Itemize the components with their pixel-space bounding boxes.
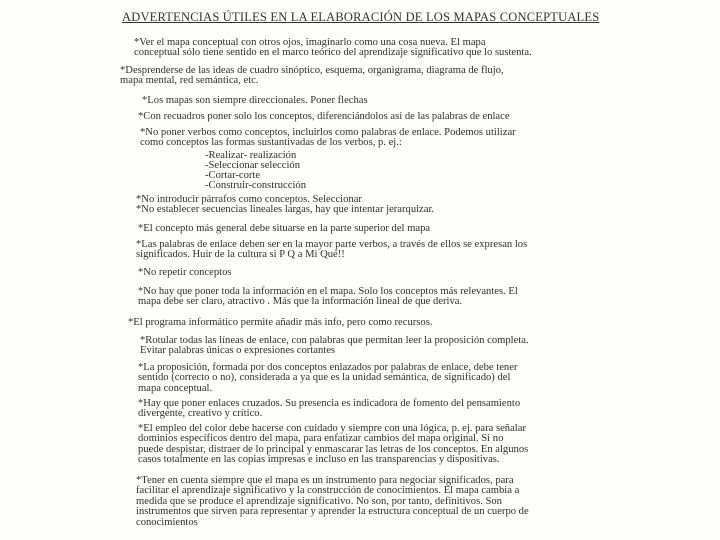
advice-item-2: *Desprenderse de las ideas de cuadro sinóptico, esquema, organigrama, diagrama de flujo, mapa mental, red semántica, etc. <box>120 65 504 87</box>
advice-item-14: *Hay que poner enlaces cruzados. Su presencia es indicadora de fomento del pensamiento divergente, creativo y crítico. <box>138 398 521 420</box>
advice-item-10: *No hay que poner toda la información en el mapa. Solo los conceptos más relevantes. El mapa debe ser claro, atractivo . Más que la información lineal de que deriva. <box>138 286 518 308</box>
advice-item-4: *Con recuadros poner solo los conceptos, diferenciándolos así de las palabras de enlace <box>138 111 510 122</box>
advice-item-6: *No introducir párrafos como conceptos. Seleccionar *No establecer secuencias lineales largas, hay que intentar jerarquizar. <box>136 194 435 216</box>
advice-item-8: *Las palabras de enlace deben ser en la mayor parte verbos, a través de ellos se expresan los significados. Huir de la cultura si P Q a Mí Qué!! <box>136 239 528 261</box>
advice-item-12: *Rotular todas las líneas de enlace, con palabras que permitan leer la proposición completa. Evitar palabras únicas o expresiones cortantes <box>140 335 529 357</box>
verb-example: -Realizar- realización <box>205 150 297 161</box>
verb-example: -Seleccionar selección <box>205 160 300 171</box>
verb-example: -Construir-construcción <box>205 180 306 191</box>
advice-item-5: *No poner verbos como conceptos, incluirlos como palabras de enlace. Podemos utilizar como conceptos las formas sustantivadas de los verbos, p. ej.: <box>140 127 516 149</box>
advice-item-16: *Tener en cuenta siempre que el mapa es un instrumento para negociar significados, para facilitar el aprendizaje significativo y la construcción de conocimientos. El mapa cambia a medida que se produce el aprendizaje significativo. No son, por tanto, definitivos. Son instrumentos que sirven para representar y aprender la estructura conceptual de un cuerpo de conocimientos <box>136 475 529 528</box>
advice-item-7: *El concepto más general debe situarse en la parte superior del mapa <box>138 223 431 234</box>
page-title: ADVERTENCIAS ÚTILES EN LA ELABORACIÓN DE LOS MAPAS CONCEPTUALES <box>122 10 600 24</box>
advice-item-13: *La proposición, formada por dos conceptos enlazados por palabras de enlace, debe tener sentido (correcto o no), considerada a ya que es la unidad semántica, de significado) del mapa conceptual. <box>138 362 518 394</box>
advice-item-3: *Los mapas son siempre direccionales. Poner flechas <box>142 95 368 106</box>
verb-example: -Cortar-corte <box>205 170 261 181</box>
advice-item-1: *Ver el mapa conceptual con otros ojos, imaginarlo como una cosa nueva. El mapa conceptual sólo tiene sentido en el marco teórico del aprendizaje significativo que lo sustenta. <box>134 37 532 59</box>
advice-item-11: *El programa informático permite añadir más info, pero como recursos. <box>128 317 433 328</box>
advice-item-15: *El empleo del color debe hacerse con cuidado y siempre con una lógica, p. ej. para señalar dominios específicos dentro del mapa, para enfatizar cambios del mapa original. Si no puede despistar, distraer de lo principal y enmascarar las letras de los conceptos. En algunos casos totalmente en las copias impresas e incluso en las transparencias y dispositivas. <box>138 423 529 466</box>
advice-item-9: *No repetir conceptos <box>138 267 232 278</box>
